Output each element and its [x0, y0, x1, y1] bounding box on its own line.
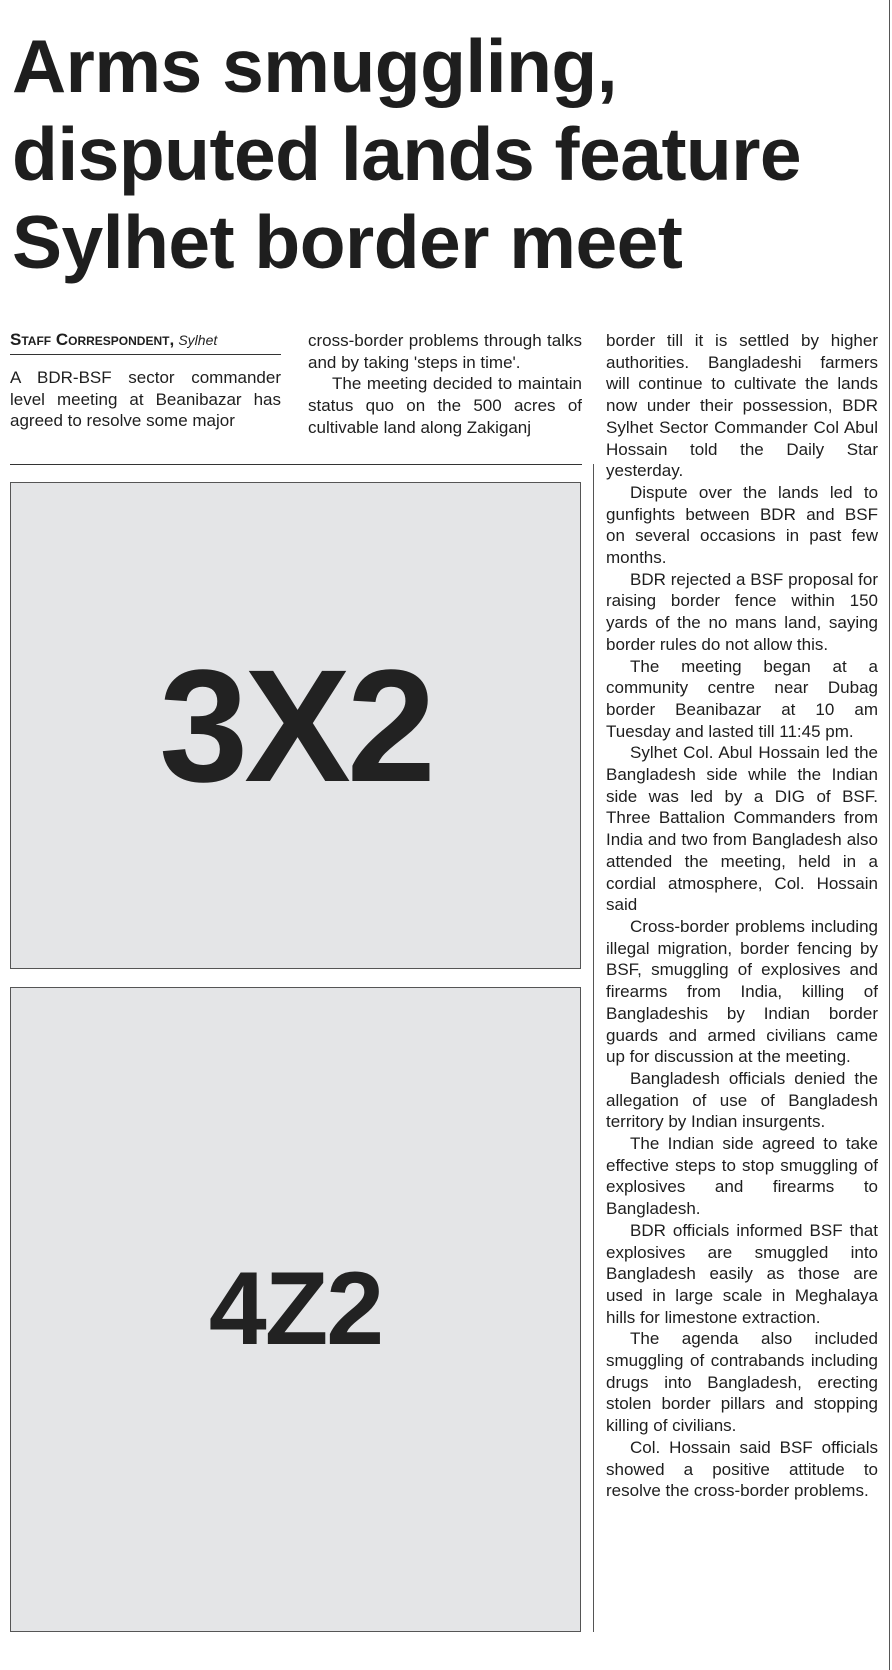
paragraph: The agenda also included smuggling of contrabands including drugs into Bangladesh, erecting stolen border pillars and stopping killing of civilians.	[606, 1329, 878, 1436]
article-column-3	[606, 330, 878, 1502]
paragraph: cross-border problems through talks and by taking 'steps in time'.	[308, 331, 582, 372]
column-divider	[593, 464, 594, 1632]
paragraph: The meeting began at a community centre near Dubag border Beanibazar at 10 am Tuesday and lasted till 11:45 pm.	[606, 656, 878, 741]
headline-line-2: disputed lands feature	[12, 112, 802, 196]
headline	[12, 22, 882, 286]
paragraph: BDR rejected a BSF proposal for raising border fence within 150 yards of the no mans land, saying border rules do not allow this.	[606, 569, 878, 654]
article-column-1	[10, 367, 281, 432]
article-column-2	[308, 330, 582, 439]
ad-placeholder-3x2	[10, 482, 581, 969]
paragraph: Cross-border problems including illegal migration, border fencing by BSF, smuggling of explosives and firearms from India, killing of Bangladeshis by Indian border guards and armed civilians came up for discussion at the meeting.	[606, 916, 878, 1067]
paragraph: Sylhet Col. Abul Hossain led the Bangladesh side while the Indian side was led by a DIG of BSF. Three Battalion Commanders from India and two from Bangladesh also attended the meeting, held in a cordial atmosphere, Col. Hossain said	[606, 743, 878, 915]
ad-label: 4Z2	[208, 1251, 383, 1367]
page-edge-rule	[889, 0, 890, 1670]
section-divider	[10, 464, 582, 465]
byline	[10, 330, 281, 355]
paragraph: BDR officials informed BSF that explosives are smuggled into Bangladesh easily as those are used in large scale in Meghalaya hills for limestone extraction.	[606, 1220, 878, 1327]
paragraph: The meeting decided to maintain status quo on the 500 acres of cultivable land along Zakiganj	[308, 374, 582, 437]
paragraph: Col. Hossain said BSF officials showed a positive attitude to resolve the cross-border problems.	[606, 1437, 878, 1501]
ad-label: 3X2	[159, 635, 432, 815]
paragraph: border till it is settled by higher authorities. Bangladeshi farmers will continue to cultivate the lands now under their possession, BDR Sylhet Sector Commander Col Abul Hossain told the Daily Star yesterday.	[606, 331, 878, 481]
paragraph: The Indian side agreed to take effective steps to stop smuggling of explosives and firearms to Bangladesh.	[606, 1134, 878, 1219]
ad-placeholder-4z2	[10, 987, 581, 1632]
byline-name: Staff Correspondent,	[10, 330, 175, 349]
paragraph: A BDR-BSF sector commander level meeting at Beanibazar has agreed to resolve some major	[10, 368, 281, 431]
paragraph: Bangladesh officials denied the allegation of use of Bangladesh territory by Indian insurgents.	[606, 1068, 878, 1132]
paragraph: Dispute over the lands led to gunfights between BDR and BSF on several occasions in past few months.	[606, 482, 878, 568]
byline-place: Sylhet	[178, 332, 218, 348]
headline-line-3: Sylhet border meet	[12, 200, 683, 284]
headline-line-1: Arms smuggling,	[12, 24, 618, 108]
